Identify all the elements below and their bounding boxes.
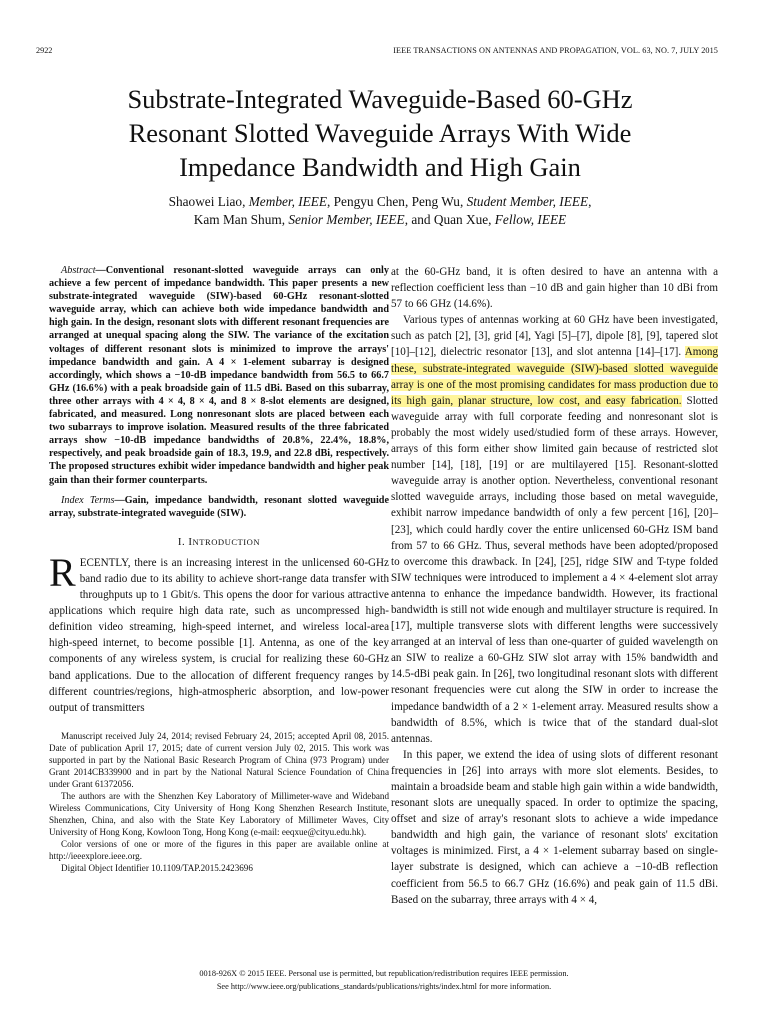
- section-heading-initial: I: [188, 535, 193, 548]
- body-text: Various types of antennas working at 60 GHz have been investigated, such as patch [2], [3], grid [4], Yagi [5]–[7], dipole [8], [9], tapered slot [10]–[12], dielectric resonator [13], and slot antenna [14]–[17].: [391, 314, 718, 359]
- footer-line: 0018-926X © 2015 IEEE. Personal use is permitted, but republication/redistribution requires IEEE permission.: [199, 969, 569, 978]
- body-paragraph: [391, 312, 718, 747]
- footnote: The authors are with the Shenzhen Key Laboratory of Millimeter-wave and Wideband Wireless Communications, City University of Hong Kong Shenzhen Research Institute, Shenzhen, China, and also with the State Key Laboratory of Millimeter Waves, City University of Hong Kong, Kowloon Tong, Hong Kong (e-mail: eeqxue@cityu.edu.hk).: [49, 790, 389, 837]
- author-line: [40, 193, 720, 211]
- title-line: Resonant Slotted Waveguide Arrays With Wide: [128, 118, 632, 148]
- author-name: Shaowei Liao,: [168, 194, 249, 209]
- author-sep: ,: [588, 194, 592, 209]
- index-terms: [49, 494, 389, 520]
- drop-cap: R: [49, 549, 76, 595]
- footnote: Color versions of one or more of the figures in this paper are available online at http://ieeexplore.ieee.org.: [49, 838, 389, 861]
- footnote: Manuscript received July 24, 2014; revised February 24, 2015; accepted April 08, 2015. Date of publication April 17, 2015; date of current version July 02, 2015. This work was supported in part by the National Basic Research Program of China (973 Program) under Grant 2014CB339900 and in part by the National Natural Science Foundation of China under Grant 61372056.: [49, 730, 389, 789]
- left-column: [49, 264, 389, 874]
- abstract: [49, 264, 389, 487]
- body-paragraph: at the 60-GHz band, it is often desired to have an antenna with a reflection coefficient less than −10 dB and gain higher than 10 dBi from 57 to 66 GHz (14.6%).: [391, 266, 718, 311]
- author-role: Member, IEEE: [248, 194, 328, 209]
- intro-paragraph: [49, 549, 389, 716]
- index-terms-text: —Gain, impedance bandwidth, resonant slotted waveguide array, substrate-integrated waveguide (SIW).: [49, 494, 389, 519]
- running-header: IEEE TRANSACTIONS ON ANTENNAS AND PROPAGATION, VOL. 63, NO. 7, JULY 2015: [393, 46, 718, 55]
- footnotes: [49, 730, 389, 874]
- right-column: [391, 264, 718, 908]
- author-name: Kam Man Shum,: [193, 212, 289, 227]
- section-numeral: I.: [177, 535, 189, 548]
- body-paragraph: In this paper, we extend the idea of using slots of different resonant frequencies in [26] into arrays with more slot elements. Besides, to maintain a broadside beam and stable high gain within a wide bandwidth, resonant slots are unequally spaced. In order to optimize the spacing, offset and size of array's resonant slots to achieve a wide impedance bandwidth and high gain, the variance of resonant slots' excitation voltages is minimized. First, a 4 × 1-element subarray based on single-layer substrate is designed, which can achieve a −10-dB reflection coefficient from 56.5 to 66.7 GHz (16.6%) and peak gain of 11.5 dBi. Based on the subarray, three arrays with 4 × 4,: [391, 748, 718, 906]
- abstract-label: Abstract: [61, 265, 96, 276]
- title-line: Impedance Bandwidth and High Gain: [179, 152, 581, 182]
- intro-first-word: ECENTLY: [79, 556, 128, 569]
- author-list: [40, 193, 720, 229]
- highlighted-text: Among these, substrate-integrated waveguide (SIW)-based slotted waveguide array is one of the most promising candidates for mass production due to its high gain, planar structure, low cost, and easy fabrication.: [391, 346, 718, 407]
- body-text: Slotted waveguide array with full corporate feeding and nonresonant slot is probably the most widely used/studied form of these arrays. However, arrays of this form either show limited gain because of restricted slot number [14], [18], [19] or are multilayered [15]. Resonant-slotted waveguide array is another option. Nevertheless, conventional resonant slotted waveguide arrays, including those based on metal waveguide, exhibit narrow impedance bandwidth of only a few percent [16], [20]–[23], which could hardly cover the entire unlicensed 60-GHz ISM band from 57 to 66 GHz. Thus, several methods have been adopted/proposed to overcome this drawback. In [24], [25], ridge SIW and T-type folded SIW techniques were introduced to implement a 4 × 4-element slot array antenna to enhance the impedance bandwidth. However, its fractional bandwidth is still not wide enough and multilayer structure is required. In [17], multiple transverse slots with different lengths were successively arranged at an interval of less than one-quarter of guided wavelength on an SIW to realize a 60-GHz SIW slot array with 15% bandwidth and 14.5-dBi peak gain. In [26], two longitudinal resonant slots with different resonant frequencies were cut along the SIW in order to increase the impedance bandwidth of a 2 × 1-element array. Measured results show a bandwidth of 8.5%, which is twice that of the standard dual-slot antennas.: [391, 394, 718, 745]
- intro-text: , there is an increasing interest in the unlicensed 60-GHz band radio due to its ability to achieve short-range data transfer with throughputs up to 1 Gbit/s. This opens the door for various attractive applications which require high data rate, such as uncompressed high-definition video streaming, high-speed internet, and wireless local-area high-speed internet, to become possible [1]. Antenna, as one of the key components of any wireless system, is crucial for realizing these 60-GHz band applications. Due to the allocation of different frequency ranges by different countries/regions, high-atmospheric absorption, and low-power output of transmitters: [49, 556, 389, 714]
- page-number: 2922: [36, 46, 53, 55]
- title-line: Substrate-Integrated Waveguide-Based 60-GHz: [127, 84, 633, 114]
- author-role: Fellow, IEEE: [494, 212, 567, 227]
- author-role: Senior Member, IEEE: [288, 212, 405, 227]
- section-heading-rest: NTRODUCTION: [192, 536, 261, 547]
- footnote: Digital Object Identifier 10.1109/TAP.2015.2423696: [61, 862, 253, 873]
- index-terms-label: Index Terms: [61, 494, 115, 506]
- author-name: , and Quan Xue,: [404, 212, 495, 227]
- abstract-text: —Conventional resonant-slotted waveguide arrays can only achieve a few percent of impedance bandwidth. This paper presents a new substrate-integrated waveguide (SIW)-based 60-GHz resonant-slotted waveguide array, which can achieve both wide impedance bandwidth and high gain. In the design, resonant slots with different resonant frequencies are arranged at unequal spacing along the SIW. The variance of the excitation voltages of different resonant slots is minimized to improve the arrays' impedance bandwidth and gain. A 4 × 1-element subarray is designed accordingly, which shows a −10-dB impedance bandwidth from 56.5 to 66.7 GHz (16.6%) with a peak broadside gain of 11.5 dBi. Based on this subarray, three other arrays with 4 × 4, 8 × 4, and 8 × 8-slot elements are designed, fabricated, and measured. Long nonresonant slots are placed between each two subarrays to improve isolation. Measured results of the three fabricated arrays show −10-dB impedance bandwidths of 20.8%, 22.4%, 18.8%, respectively, and peak broadside gain of 18.3, 19.9, and 22.8 dBi, respectively. The proposed structures exhibit wider impedance bandwidth and higher peak gain than their former counterparts.: [49, 265, 389, 486]
- author-name: , Pengyu Chen, Peng Wu,: [327, 194, 467, 209]
- author-line: [40, 211, 720, 229]
- section-heading: [49, 534, 389, 550]
- footer-line: See http://www.ieee.org/publications_standards/publications/rights/index.html for more information.: [216, 981, 552, 991]
- author-role: Student Member, IEEE: [466, 194, 589, 209]
- copyright-footer: [40, 968, 728, 993]
- paper-title: [40, 82, 720, 184]
